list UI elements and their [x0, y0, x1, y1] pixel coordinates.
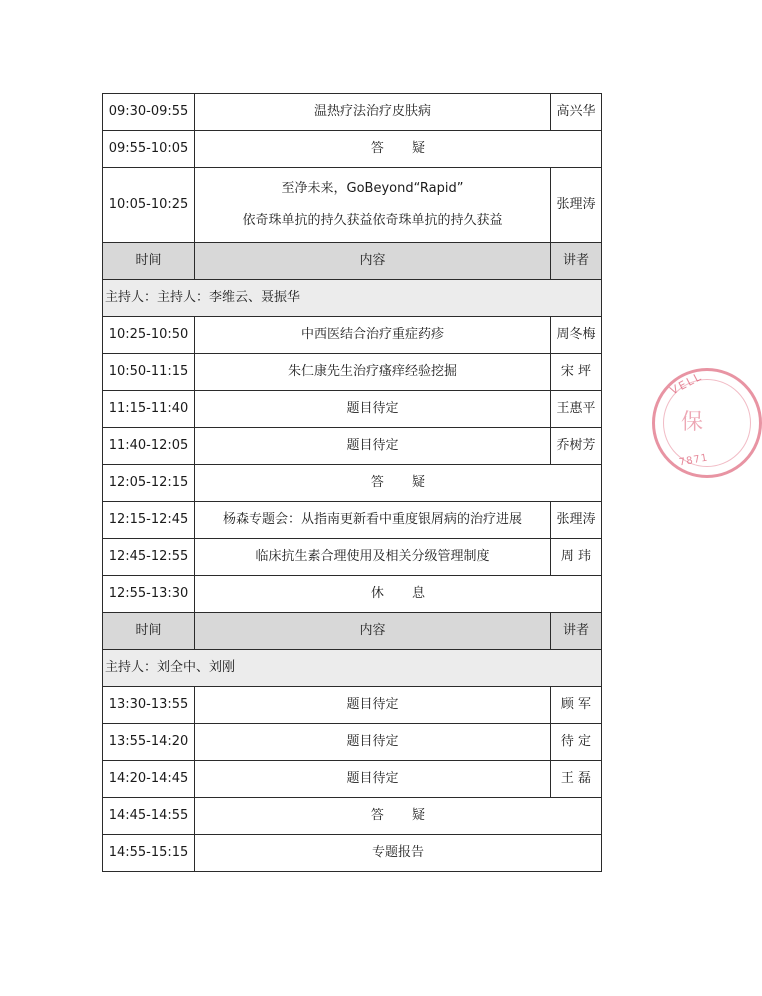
content-text: 答 疑 [370, 808, 438, 824]
host-cell: 主持人：主持人：李维云、聂振华 [103, 280, 602, 317]
content-text: 答 疑 [370, 141, 438, 157]
seal-bottom-text: 7871 [678, 452, 710, 469]
table-row [103, 354, 602, 391]
schedule-table [102, 93, 602, 872]
speaker-cell: 王 磊 [551, 761, 602, 798]
host-cell: 主持人：刘全中、刘刚 [103, 650, 602, 687]
host-row [103, 280, 602, 317]
official-seal [652, 368, 762, 478]
time-cell: 12:15-12:45 [103, 502, 195, 539]
time-cell: 11:40-12:05 [103, 428, 195, 465]
content-cell: 题目待定 [195, 391, 551, 428]
content-cell: 题目待定 [195, 724, 551, 761]
speaker-cell: 乔树芳 [551, 428, 602, 465]
content-cell: 临床抗生素合理使用及相关分级管理制度 [195, 539, 551, 576]
time-cell: 10:25-10:50 [103, 317, 195, 354]
time-cell: 09:55-10:05 [103, 131, 195, 168]
header-time: 时间 [103, 243, 195, 280]
time-cell: 09:30-09:55 [103, 94, 195, 131]
table-row [103, 502, 602, 539]
time-cell: 12:45-12:55 [103, 539, 195, 576]
table-row [103, 428, 602, 465]
time-cell: 14:45-14:55 [103, 798, 195, 835]
content-cell: 杨森专题会：从指南更新看中重度银屑病的治疗进展 [195, 502, 551, 539]
content-cell [195, 465, 602, 502]
content-cell [195, 798, 602, 835]
speaker-cell: 高兴华 [551, 94, 602, 131]
content-cell: 中西医结合治疗重症药疹 [195, 317, 551, 354]
host-row [103, 650, 602, 687]
time-cell: 14:55-15:15 [103, 835, 195, 872]
table-row [103, 391, 602, 428]
content-line: 依奇珠单抗的持久获益依奇珠单抗的持久获益 [242, 213, 503, 228]
speaker-cell: 周 玮 [551, 539, 602, 576]
speaker-cell: 张理涛 [551, 168, 602, 243]
time-cell: 12:05-12:15 [103, 465, 195, 502]
table-row [103, 539, 602, 576]
table-row [103, 131, 602, 168]
content-cell: 题目待定 [195, 687, 551, 724]
table-row [103, 687, 602, 724]
content-text: 答 疑 [370, 475, 438, 491]
time-cell: 10:50-11:15 [103, 354, 195, 391]
seal-top-text: VELL [667, 369, 705, 398]
speaker-cell: 张理涛 [551, 502, 602, 539]
header-row [103, 613, 602, 650]
seal-mid-text: 保 [681, 410, 704, 435]
table-row [103, 94, 602, 131]
content-cell [195, 576, 602, 613]
header-time: 时间 [103, 613, 195, 650]
table-row [103, 761, 602, 798]
header-row [103, 243, 602, 280]
table-row [103, 835, 602, 872]
content-cell [195, 131, 602, 168]
content-cell: 温热疗法治疗皮肤病 [195, 94, 551, 131]
header-content: 内容 [195, 243, 551, 280]
header-speaker: 讲者 [551, 243, 602, 280]
content-cell: 题目待定 [195, 761, 551, 798]
time-cell: 14:20-14:45 [103, 761, 195, 798]
speaker-cell: 王惠平 [551, 391, 602, 428]
speaker-cell: 顾 军 [551, 687, 602, 724]
table-row [103, 317, 602, 354]
content-text: 休 息 [370, 586, 438, 602]
time-cell: 12:55-13:30 [103, 576, 195, 613]
header-content: 内容 [195, 613, 551, 650]
header-speaker: 讲者 [551, 613, 602, 650]
content-cell: 题目待定 [195, 428, 551, 465]
time-cell: 10:05-10:25 [103, 168, 195, 243]
content-cell: 专题报告 [195, 835, 602, 872]
speaker-cell: 宋 坪 [551, 354, 602, 391]
speaker-cell: 周冬梅 [551, 317, 602, 354]
time-cell: 11:15-11:40 [103, 391, 195, 428]
table-row [103, 576, 602, 613]
table-row [103, 168, 602, 243]
speaker-cell: 待 定 [551, 724, 602, 761]
content-cell: 朱仁康先生治疗瘙痒经验挖掘 [195, 354, 551, 391]
table-row [103, 798, 602, 835]
content-cell [195, 168, 551, 243]
content-line: 至净未来，GoBeyond“Rapid” [281, 181, 464, 197]
table-row [103, 465, 602, 502]
time-cell: 13:55-14:20 [103, 724, 195, 761]
time-cell: 13:30-13:55 [103, 687, 195, 724]
table-row [103, 724, 602, 761]
